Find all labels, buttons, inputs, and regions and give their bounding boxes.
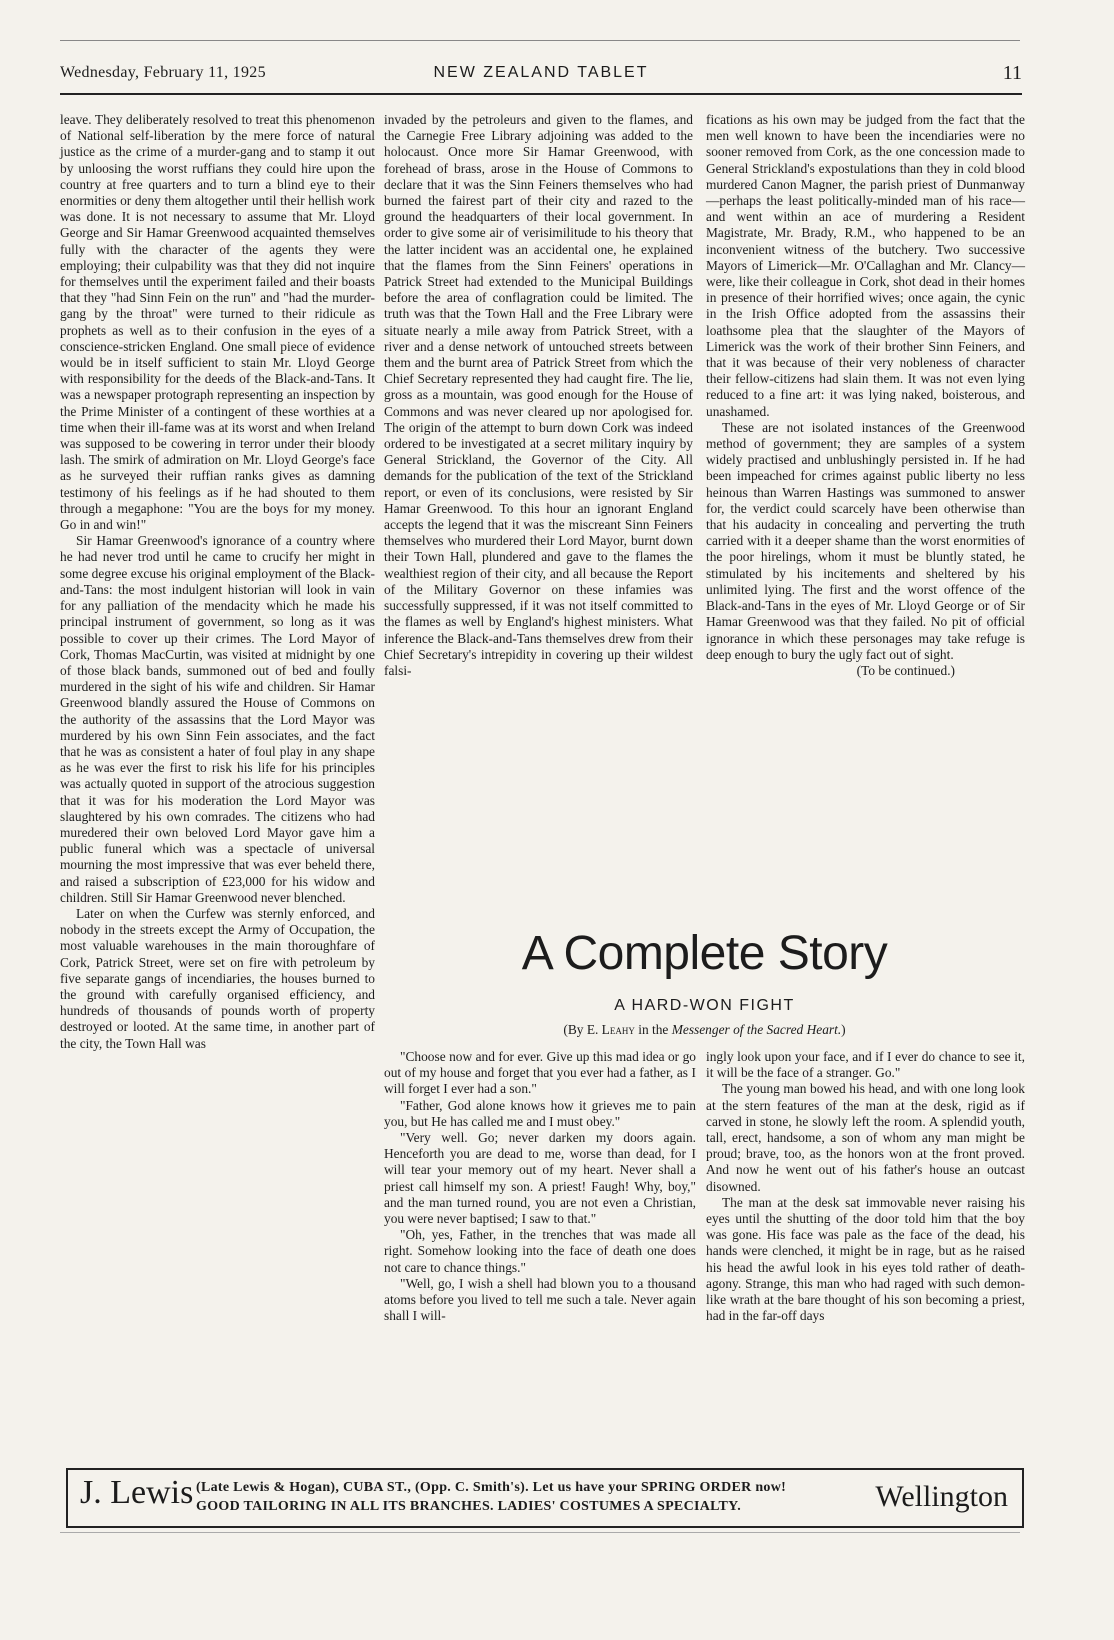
advertisement	[66, 1468, 1024, 1528]
story-column-2	[706, 1049, 1025, 1324]
to-be-continued: (To be continued.)	[856, 662, 955, 678]
paragraph: "Choose now and for ever. Give up this mad idea or go out of my house and forget that you ever had a father, as I will forget I ever had a son."	[384, 1049, 696, 1097]
issue-date: Wednesday, February 11, 1925	[60, 64, 266, 81]
bottom-rule	[60, 1532, 1020, 1533]
paragraph: "Oh, yes, Father, in the trenches that was made all right. Somehow looking into the face of death one does not care to chance things."	[384, 1227, 696, 1275]
byline-author: E. Leahy	[586, 1022, 635, 1037]
article-column-3	[706, 112, 1025, 679]
ad-line-1: (Late Lewis & Hogan), CUBA ST., (Opp. C. Smith's). Let us have your SPRING ORDER now!	[196, 1480, 787, 1495]
top-rule	[60, 40, 1020, 41]
paragraph: leave. They deliberately resolved to treat this phenomenon of National self-liberation by the mere force of natural justice as the crime of a murder-gang and to stamp it out by unloosing the worst ruffians they could hire upon the country at free quarters and to turn a blind eye to their enormities or deny them altogether until their hellish work was done. It is not necessary to assume that Mr. Lloyd George and Sir Hamar Greenwood acquainted themselves fully with the character of the agents they were employing; their culpability was that they did not inquire for themselves until the experiment failed and their boasts that they "had Sinn Fein on the run" and "had the murder-gang by the throat" were turned to their ridicule as prophets as well as to their confusion in the eyes of a conscience-stricken England. One small piece of evidence would be in itself sufficient to stain Mr. Lloyd George with responsibility for the deeds of the Black-and-Tans. It was a newspaper protograph representing an inspection by the Prime Minister of a contingent of these worthies at a time when their ill-fame was at its worst and when Ireland was supposed to be cowering in terror under their bloody lash. The smirk of admiration on Mr. Lloyd George's face as he surveyed their ruffian ranks gives as damning testimony of his feelings as if he had shouted to them through a megaphone: "You are the boys for my money. Go in and win!"	[60, 112, 375, 533]
page-number: 11	[1002, 62, 1022, 84]
paragraph: "Father, God alone knows how it grieves me to pain you, but He has called me and I must obey."	[384, 1097, 696, 1129]
byline-middle: in the	[638, 1022, 669, 1037]
ad-text	[196, 1478, 876, 1516]
paragraph: The young man bowed his head, and with one long look at the stern features of the man at the desk, rigid as if carved in stone, he slowly left the room. A splendid youth, tall, erect, handsome, a son of whom any man might be proud; brave, too, as the honors won at the front proved. And now he went out of his father's house an outcast disowned.	[706, 1081, 1025, 1194]
byline-suffix: )	[841, 1022, 846, 1037]
paragraph: "Well, go, I wish a shell had blown you to a thousand atoms before you lived to tell me such a tale. Never again shall I will-	[384, 1275, 696, 1324]
paragraph: "Very well. Go; never darken my doors again. Henceforth you are dead to me, worse than dead, for I will tear your memory out of my heart. Never shall a priest call himself my son. A priest! Faugh! Why, boy," and the man turned round, you are not even a Christian, you were never baptised; I saw to that."	[384, 1130, 696, 1227]
page-header	[60, 62, 1022, 88]
paragraph: ingly look upon your face, and if I ever do chance to see it, it will be the face of a stranger. Go."	[706, 1049, 1025, 1081]
ad-name: J. Lewis	[80, 1474, 194, 1511]
paragraph: fications as his own may be judged from the fact that the men well known to have been the incendiaries were no sooner removed from Cork, as the one concession made to General Strickland's expostulations than they in cold blood murdered Canon Magner, the parish priest of Dunmanway—perhaps the least politically-minded man of his race—and went within an ace of murdering a Resident Magistrate, Mr. Brady, R.M., who happened to be an inconvenient witness of the butchery. Two successive Mayors of Limerick—Mr. O'Callaghan and Mr. Clancy—were, like their colleague in Cork, shot dead in their homes in presence of their horrified wives; once again, the cynic in the Irish Office adopted from the assassins their loathsome plea that the slaughter of the Mayors of Limerick was the work of their brother Sinn Feiners, and that it was because of their very nobleness of character their fellow-citizens had slain them. It was not even lying reduced to a fine art: it was lying naked, boisterous, and unashamed.	[706, 112, 1025, 419]
paragraph: Sir Hamar Greenwood's ignorance of a country where he had never trod until he came to crucify her might in some degree excuse his original employment of the Black-and-Tans: the most indulgent historian will look in vain for any palliation of the mendacity which he made his principal instrument of government, so long as it was possible to cover up their crimes. The Lord Mayor of Cork, Thomas MacCurtin, was visited at midnight by one of those black bands, summoned out of bed and foully murdered in the sight of his wife and children. Sir Hamar Greenwood blandly assured the House of Commons on the authority of the assassins that the Lord Mayor was murdered by his own Sinn Fein associates, and the fact that he was as consistent a hater of foul play in any shape as he was ever the first to risk his life for his principles was actually quoted in support of the atrocious suggestion that it was for his moderation the Lord Mayor was slaughtered by his own comrades. The citizens who had muredered their own beloved Lord Mayor gave him a public funeral which was a spectacle of universal mourning the most impressive that was ever beheld there, and raised a subscription of £23,000 for his widow and children. Still Sir Hamar Greenwood never blenched.	[60, 533, 375, 905]
paragraph: These are not isolated instances of the Greenwood method of government; they are samples of a system widely practised and unblushingly persisted in. If he had been impeached for crimes against public liberty no less heinous than Warren Hastings was summoned to answer for, the verdict could scarcely have been otherwise than that his audacity in concealing and perverting the truth carried with it a deeper shame than the worst enormities of the poor hirelings, whom it must be bluntly stated, he stimulated by his incitements and sheltered by his unlimited lying. The first and the worst offence of the Black-and-Tans in the eyes of Mr. Lloyd George or of Sir Hamar Greenwood was that they failed. No pit of official ignorance in which these personages may take refuge is deep enough to bury the ugly fact out of sight.	[706, 419, 1025, 662]
story-column-1	[384, 1049, 696, 1324]
ad-line-2: GOOD TAILORING IN ALL ITS BRANCHES. LADIES' COSTUMES A SPECIALTY.	[196, 1499, 742, 1514]
byline-publication: Messenger of the Sacred Heart.	[671, 1022, 842, 1037]
paragraph: Later on when the Curfew was sternly enforced, and nobody in the streets except the Army of Occupation, the most valuable warehouses in the main thoroughfare of Cork, Patrick Street, were set on fire with petroleum by five separate gangs of incendiaries, the houses burned to the ground with carefully organised efficiency, and hundreds of thousands of pounds worth of property destroyed or looted. At the same time, in another part of the city, the Town Hall was	[60, 905, 375, 1051]
story-title: A Complete Story	[521, 927, 888, 980]
story-byline	[384, 1022, 1025, 1038]
paragraph: The man at the desk sat immovable never raising his eyes until the shutting of the door told him that the boy was gone. His face was pale as the face of the dead, his hands were clenched, it might be in rage, but as he raised his head the awful look in his eyes told rather of death-agony. Strange, this man who had raged with such demon-like wrath at the bare thought of his son becoming a priest, had in the far-off days	[706, 1194, 1025, 1324]
header-rule	[60, 93, 1022, 95]
masthead-title: NEW ZEALAND TABLET	[433, 64, 649, 81]
article-column-1	[60, 112, 375, 1052]
article-column-2	[384, 112, 693, 912]
story-subtitle: A HARD-WON FIGHT	[614, 997, 795, 1014]
byline-prefix: (By	[563, 1022, 584, 1037]
paragraph: invaded by the petroleurs and given to the flames, and the Carnegie Free Library adjoining was added to the holocaust. Once more Sir Hamar Greenwood, with forehead of brass, arose in the House of Commons to declare that it was the Sinn Feiners themselves who had burned the fairest part of their city and razed to the ground the headquarters of their local government. In order to give some air of verisimilitude to his theory that the latter incident was an accidental one, he explained that the flames from the Sinn Feiners' operations in Patrick Street had extended to the Municipal Buildings before the area of conflagration could be limited. The truth was that the Town Hall and the Free Library were situate nearly a mile away from Patrick Street, with a river and a dense network of untouched streets between them and the burnt area of Patrick Street from which the Chief Secretary represented they had caught fire. The lie, gross as a mountain, was good enough for the House of Commons and was never cleared up nor apologised for. The origin of the attempt to burn down Cork was indeed ordered to be investigated at a secret military inquiry by General Strickland, the Governor of the City. All demands for the publication of the text of the Strickland report, or even of its conclusions, were resisted by Sir Hamar Greenwood. To this hour an ignorant England accepts the legend that it was the miscreant Sinn Feiners themselves who murdered their Lord Mayor, burnt down their Town Hall, plundered and gave to the flames the wealthiest region of their city, and all because the Report of the Military Governor on these infamies was successfully suppressed, if it was not itself committed to the flames as well by England's highest ministers. What inference the Black-and-Tans themselves drew from their Chief Secretary's intrepidity in covering up their wildest falsi-	[384, 112, 693, 678]
ad-city: Wellington	[875, 1480, 1008, 1513]
